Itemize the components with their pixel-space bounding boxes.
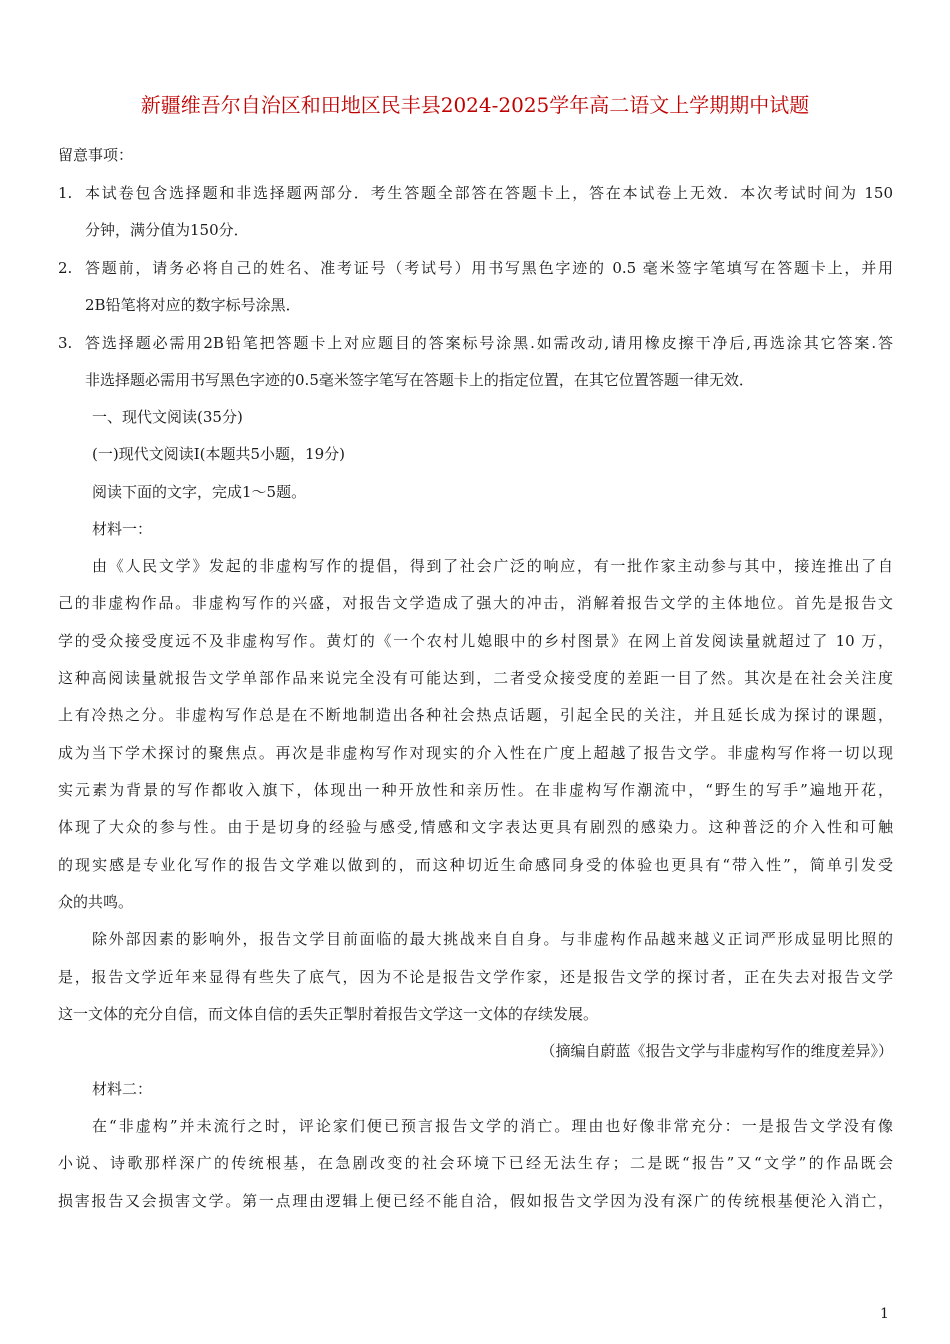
material-1-p1-line: 实元素为背景的写作都收入旗下，体现出一种开放性和亲历性。在非虚构写作潮流中，“野生的写手”遍地开花， xyxy=(58,781,893,799)
notice-2-line-1: 答题前，请务必将自己的姓名、准考证号（考试号）用书写黑色字迹的 0.5 毫米签字笔填写在答题卡上，并用 xyxy=(85,259,893,277)
material-2-p1-line: 小说、诗歌那样深广的传统根基，在急剧改变的社会环境下已经无法生存；二是既“报告”又“文学”的作品既会 xyxy=(58,1154,893,1172)
notice-3-line-2: 非选择题必需用书写黑色字迹的0.5毫米签字笔写在答题卡上的指定位置，在其它位置答题一律无效． xyxy=(85,371,754,389)
notice-2-number: 2. xyxy=(58,259,73,277)
page-number: 1 xyxy=(880,1306,889,1322)
material-1-p2-line: 这一文体的充分自信，而文体自信的丢失正掣肘着报告文学这一文体的存续发展。 xyxy=(58,1005,599,1023)
material-1-p1-line: 众的共鸣。 xyxy=(58,893,134,911)
material-1-p1-line: 学的受众接受度远不及非虚构写作。黄灯的《一个农村儿媳眼中的乡村图景》在网上首发阅读量就超过了 10 万， xyxy=(58,632,893,650)
material-1-p2-line: 是，报告文学近年来显得有些失了底气，因为不论是报告文学作家，还是报告文学的探讨者，正在失去对报告文学 xyxy=(58,968,893,986)
notice-3-number: 3. xyxy=(58,334,73,352)
material-1-p1-line: 体现了大众的参与性。由于是切身的经验与感受,情感和文字表达更具有剧烈的感染力。这种普泛的介入性和可触 xyxy=(58,818,893,836)
notice-2-line-2: 2B铅笔将对应的数字标号涂黑． xyxy=(85,296,301,314)
material-1-p1-line: 由《人民文学》发起的非虚构写作的提倡，得到了社会广泛的响应，有一批作家主动参与其中，接连推出了自 xyxy=(92,557,893,575)
material-2-p1-line: 在“非虚构”并未流行之时，评论家们便已预言报告文学的消亡。理由也好像非常充分：一是报告文学没有像 xyxy=(92,1117,893,1135)
notice-1-line-2: 分钟，满分值为150分． xyxy=(85,221,249,239)
material-1-p1-line: 这种高阅读量就报告文学单部作品来说完全没有可能达到，二者受众接受度的差距一目了然。其次是在社会关注度 xyxy=(58,669,893,687)
material-1-p1-line: 己的非虚构作品。非虚构写作的兴盛，对报告文学造成了强大的冲击，消解着报告文学的主体地位。首先是报告文 xyxy=(58,594,893,612)
material-1-p1-line: 上有冷热之分。非虚构写作总是在不断地制造出各种社会热点话题，引起全民的关注，并且延长成为探讨的课题， xyxy=(58,706,893,724)
material-1-p1-line: 成为当下学术探讨的聚焦点。再次是非虚构写作对现实的介入性在广度上超越了报告文学。非虚构写作将一切以现 xyxy=(58,744,893,762)
document-title: 新疆维吾尔自治区和田地区民丰县2024-2025学年高二语文上学期期中试题 xyxy=(140,93,810,117)
subsection-heading: (一)现代文阅读Ⅰ(本题共5小题，19分) xyxy=(92,445,345,463)
notice-1-line-1: 本试卷包含选择题和非选择题两部分．考生答题全部答在答题卡上，答在本试卷上无效．本次考试时间为 150 xyxy=(85,184,893,202)
reading-instruction: 阅读下面的文字，完成1～5题。 xyxy=(92,483,307,501)
notice-3-line-1: 答选择题必需用2B铅笔把答题卡上对应题目的答案标号涂黑.如需改动,请用橡皮擦干净后,再选涂其它答案.答 xyxy=(85,334,893,352)
material-1-p2-line: 除外部因素的影响外，报告文学目前面临的最大挑战来自自身。与非虚构作品越来越义正词严形成显明比照的 xyxy=(92,930,893,948)
material-1-label: 材料一： xyxy=(92,520,153,538)
notice-1-number: 1. xyxy=(58,184,73,202)
material-1-source: （摘编自蔚蓝《报告文学与非虚构写作的维度差异》） xyxy=(540,1042,893,1060)
material-2-label: 材料二： xyxy=(92,1080,153,1098)
material-1-p1-line: 的现实感是专业化写作的报告文学难以做到的，而这种切近生命感同身受的体验也更具有“带入性”，简单引发受 xyxy=(58,856,893,874)
material-2-p1-line: 损害报告又会损害文学。第一点理由逻辑上便已经不能自洽，假如报告文学因为没有深广的传统根基便沦入消亡， xyxy=(58,1192,893,1210)
section-heading: 一、现代文阅读(35分) xyxy=(92,408,243,426)
notice-heading: 留意事项： xyxy=(58,146,134,164)
